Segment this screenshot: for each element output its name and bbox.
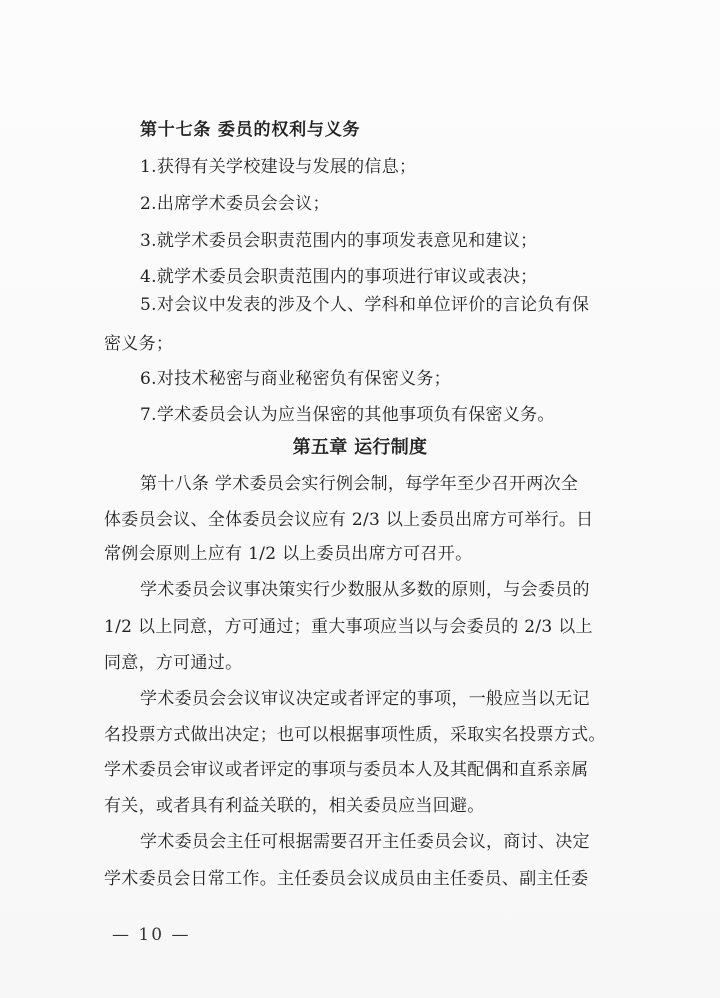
- right-item-6: 6.对技术秘密与商业秘密负有保密义务；: [140, 369, 451, 389]
- right-item-4: 4.就学术委员会职责范围内的事项进行审议或表决；: [140, 267, 538, 287]
- paragraph-4-line-2: 学术委员会日常工作。主任委员会议成员由主任委员、副主任委: [104, 869, 589, 889]
- right-item-1: 1.获得有关学校建设与发展的信息；: [140, 157, 417, 177]
- right-item-3: 3.就学术委员会职责范围内的事项发表意见和建议；: [140, 231, 538, 251]
- paragraph-2-line-2: 1/2 以上同意，方可通过；重大事项应当以与会委员的 2/3 以上: [104, 617, 593, 637]
- paragraph-2-line-3: 同意，方可通过。: [104, 653, 243, 673]
- article-18-line-3: 常例会原则上应有 1/2 以上委员出席方可召开。: [104, 544, 473, 564]
- article-18-line-1: 第十八条 学术委员会实行例会制，每学年至少召开两次全: [140, 474, 579, 494]
- right-item-7: 7.学术委员会认为应当保密的其他事项负有保密义务。: [140, 405, 555, 425]
- paragraph-3-line-1: 学术委员会会议审议决定或者评定的事项，一般应当以无记: [140, 689, 590, 709]
- right-item-5-line-2: 密义务；: [104, 334, 174, 354]
- paragraph-2-line-1: 学术委员会议事决策实行少数服从多数的原则，与会委员的: [140, 580, 590, 600]
- article-17-heading: 第十七条 委员的权利与义务: [140, 120, 361, 140]
- paragraph-4-line-1: 学术委员会主任可根据需要召开主任委员会议，商讨、决定: [140, 832, 590, 852]
- paragraph-3-line-4: 有关，或者具有利益关联的，相关委员应当回避。: [104, 796, 485, 816]
- paragraph-3-line-2: 名投票方式做出决定；也可以根据事项性质，采取实名投票方式。: [104, 725, 606, 745]
- right-item-2: 2.出席学术委员会会议；: [140, 194, 330, 214]
- article-18-line-2: 体委员会议、全体委员会议应有 2/3 以上委员出席方可举行。日: [104, 510, 594, 530]
- page-number: — 10 —: [112, 925, 191, 945]
- paragraph-3-line-3: 学术委员会审议或者评定的事项与委员本人及其配偶和直系亲属: [104, 760, 589, 780]
- chapter-title: 第五章 运行制度: [292, 437, 428, 458]
- right-item-5-line-1: 5.对会议中发表的涉及个人、学科和单位评价的言论负有保: [140, 295, 590, 315]
